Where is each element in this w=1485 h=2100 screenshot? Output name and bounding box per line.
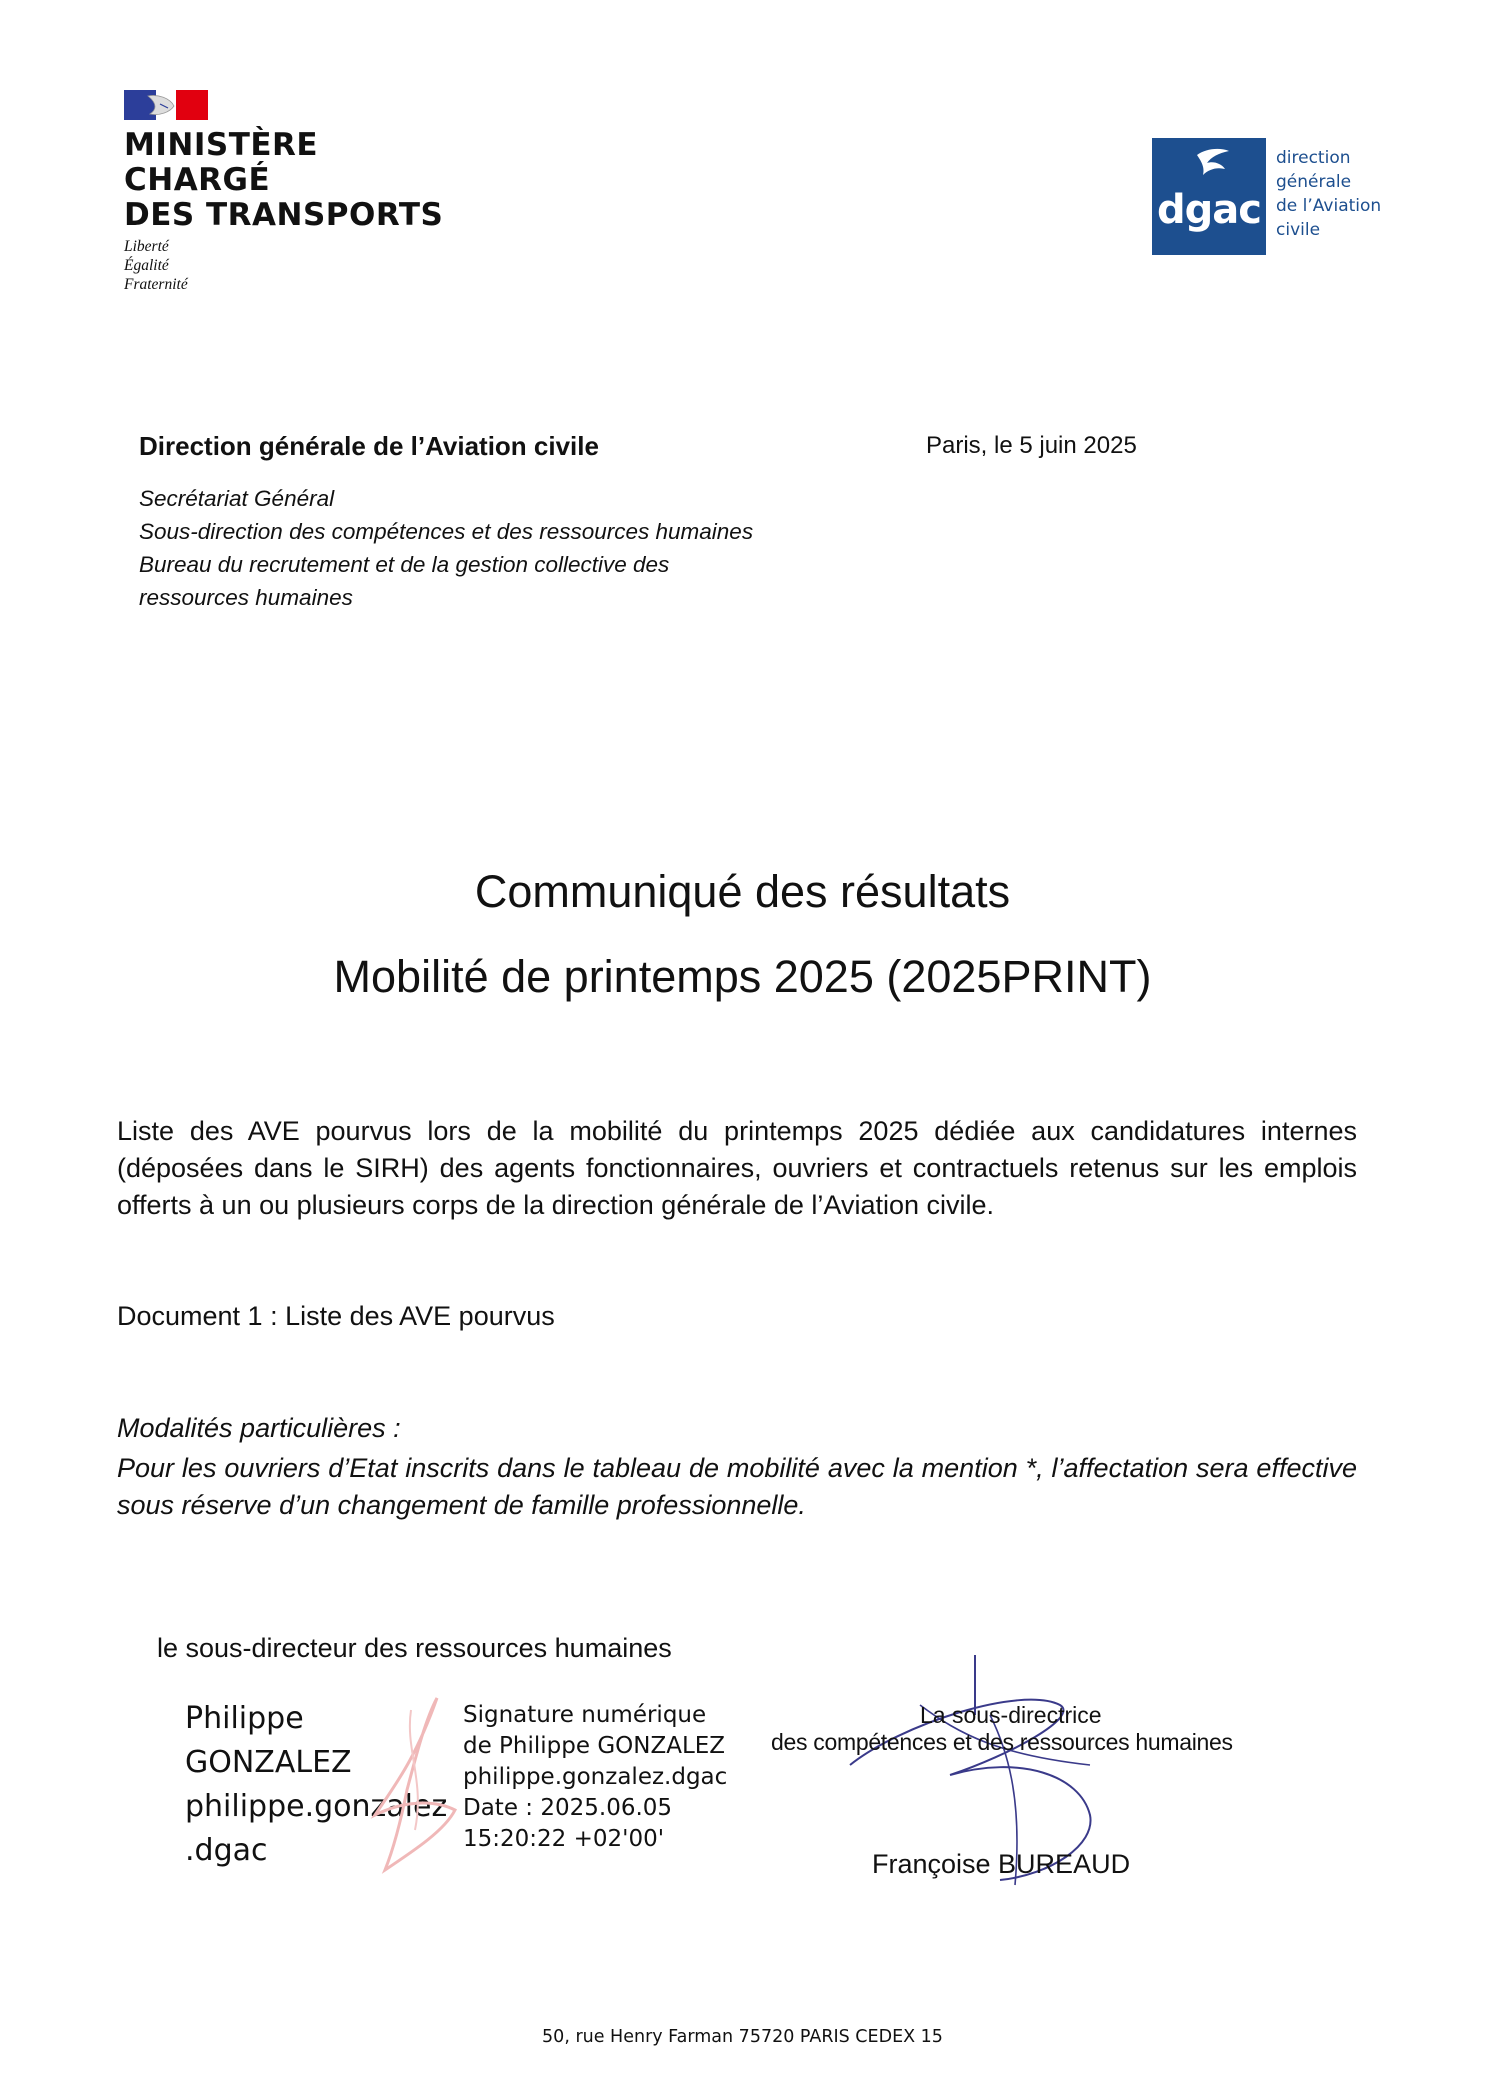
document-date: Paris, le 5 juin 2025: [926, 432, 1137, 459]
department-line: Sous-direction des compétences et des ressources humaines: [139, 519, 754, 544]
second-signer-name: Françoise BUREAUD: [872, 1849, 1131, 1879]
dgac-text-line: générale: [1276, 172, 1352, 192]
intro-paragraph: Liste des AVE pourvus lors de la mobilité du printemps 2025 dédiée aux candidatures internes (déposées dans le SIRH) des agents fonctionnaires, ouvriers et contractuels retenus sur les emplois offerts à un ou plusieurs corps de la direction générale de l’Aviation civile.: [117, 1116, 1357, 1220]
signer-title: le sous-directeur des ressources humaines: [157, 1633, 672, 1663]
signature-info-line: philippe.gonzalez.dgac: [463, 1764, 728, 1790]
signature-info-line: de Philippe GONZALEZ: [463, 1733, 726, 1759]
dgac-text-line: de l’Aviation: [1276, 196, 1382, 216]
signer-name-line: GONZALEZ: [185, 1745, 352, 1780]
dgac-text-line: direction: [1276, 148, 1351, 168]
republic-motto: [124, 237, 188, 294]
signer-name-line: Philippe: [185, 1701, 304, 1736]
department-line: Bureau du recrutement et de la gestion collective des: [139, 552, 670, 577]
signer-name-line: .dgac: [185, 1833, 268, 1868]
footer-address: 50, rue Henry Farman 75720 PARIS CEDEX 15: [542, 2027, 943, 2047]
dgac-text-line: civile: [1276, 220, 1321, 240]
ministry-name-line: DES TRANSPORTS: [124, 197, 444, 233]
ministry-name: [124, 128, 443, 233]
ministry-name-line: MINISTÈRE: [124, 127, 319, 163]
department-line: Secrétariat Général: [139, 486, 335, 511]
department-line: ressources humaines: [139, 585, 353, 610]
modalites-text: Pour les ouvriers d’Etat inscrits dans le tableau de mobilité avec la mention *, l’affectation sera effective sous réserve d’un changement de famille professionnelle.: [117, 1453, 1357, 1520]
digital-signature-info: [463, 1700, 727, 1855]
digital-signature-mark-icon: [355, 1690, 465, 1880]
document-reference: Document 1 : Liste des AVE pourvus: [117, 1301, 555, 1331]
department-lines: [139, 482, 753, 614]
signature-info-line: 15:20:22 +02'00': [463, 1826, 665, 1852]
motto-line: Fraternité: [124, 276, 188, 293]
modalites-heading: Modalités particulières :: [117, 1413, 401, 1443]
signer-name-line: philippe.gonzalez: [185, 1789, 448, 1824]
ministry-name-line: CHARGÉ: [124, 162, 271, 198]
signature-info-line: Date : 2025.06.05: [463, 1795, 673, 1821]
document-subtitle: Mobilité de printemps 2025 (2025PRINT): [333, 951, 1152, 1002]
motto-line: Liberté: [124, 238, 169, 255]
document-title: Communiqué des résultats: [474, 866, 1011, 917]
second-signer-title-line2: des compétences et des ressources humaines: [771, 1729, 1233, 1755]
marianne-logo-icon: [124, 90, 208, 120]
dgac-logo-text: [1276, 146, 1381, 242]
dgac-wordmark: dgac: [1157, 187, 1261, 233]
second-signer-title-line1: La sous-directrice: [920, 1702, 1102, 1728]
organization-title: Direction générale de l’Aviation civile: [139, 431, 599, 461]
signature-info-line: Signature numérique: [463, 1702, 707, 1728]
motto-line: Égalité: [124, 257, 169, 274]
